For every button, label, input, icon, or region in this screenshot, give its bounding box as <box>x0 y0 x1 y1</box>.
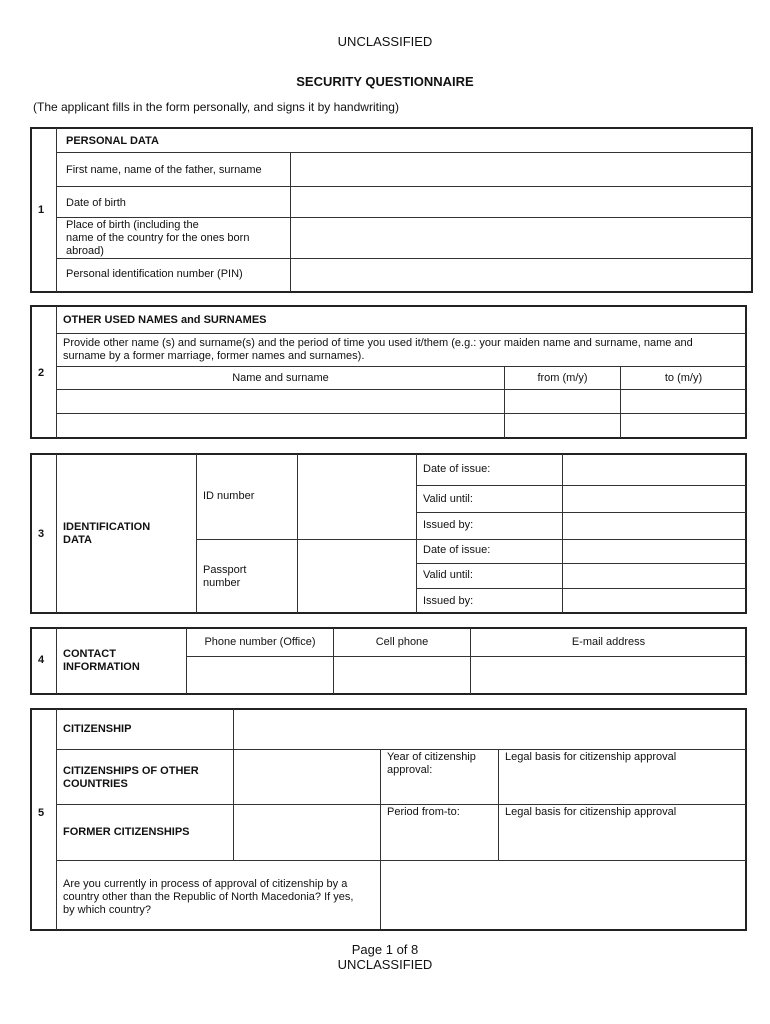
cell-phone-input[interactable] <box>335 658 469 693</box>
page-title: SECURITY QUESTIONNAIRE <box>296 74 474 89</box>
question-line-2: country other than the Republic of North Macedonia? If yes, <box>63 891 354 903</box>
section-heading: DATA <box>63 534 92 546</box>
field-label-passport: Passport <box>203 564 247 576</box>
legal-basis-former-input[interactable] <box>500 820 746 859</box>
other-citizenships-input[interactable] <box>235 751 379 803</box>
email-input[interactable] <box>472 658 746 693</box>
classification-header: UNCLASSIFIED <box>337 34 433 49</box>
instruction-line-2: surname by a former marriage, former names and surnames). <box>63 350 365 362</box>
question-line-3: by which country? <box>63 904 152 916</box>
field-label-place-of-birth-1: Place of birth (including the <box>66 219 199 231</box>
passport-number-input[interactable] <box>299 541 415 612</box>
field-label-date-of-birth: Date of birth <box>66 197 126 209</box>
column-header-cell-phone: Cell phone <box>375 636 429 648</box>
place-of-birth-input[interactable] <box>292 219 752 257</box>
full-name-input[interactable] <box>292 154 752 185</box>
other-name-to-input[interactable] <box>622 391 745 412</box>
passport-date-of-issue-input[interactable] <box>564 541 746 562</box>
section-number: 2 <box>38 367 45 379</box>
field-label-id-number: ID number <box>203 490 255 502</box>
section-number: 3 <box>38 528 45 540</box>
date-of-birth-input[interactable] <box>292 188 752 216</box>
other-name-from-input[interactable] <box>506 415 619 437</box>
column-header-email: E-mail address <box>571 636 646 648</box>
citizenship-process-input[interactable] <box>382 862 746 929</box>
other-name-from-input[interactable] <box>506 391 619 412</box>
field-label-former-citizenships: FORMER CITIZENSHIPS <box>63 826 190 838</box>
pin-input[interactable] <box>292 260 752 291</box>
field-label-year-approval: Year of citizenship <box>387 751 476 763</box>
field-label-valid-until: Valid until: <box>423 493 473 505</box>
field-label-legal-basis: Legal basis for citizenship approval <box>505 806 677 818</box>
id-date-of-issue-input[interactable] <box>564 456 746 484</box>
id-issued-by-input[interactable] <box>564 514 746 538</box>
section-heading: CONTACT <box>63 648 116 660</box>
section-heading: OTHER USED NAMES and SURNAMES <box>63 314 267 326</box>
field-label-other-citizenships: COUNTRIES <box>63 778 128 790</box>
field-label-place-of-birth-2: name of the country for the ones born <box>66 232 250 244</box>
section-number: 5 <box>38 807 45 819</box>
field-label-date-of-issue: Date of issue: <box>423 544 491 556</box>
field-label-period: Period from-to: <box>387 806 460 818</box>
classification-footer: UNCLASSIFIED <box>337 957 433 972</box>
legal-basis-input[interactable] <box>500 766 746 803</box>
field-label-issued-by: Issued by: <box>423 519 474 531</box>
former-citizenships-input[interactable] <box>235 806 379 859</box>
field-label-full-name: First name, name of the father, surname <box>66 164 262 176</box>
office-phone-input[interactable] <box>188 658 332 693</box>
column-header-name: Name and surname <box>232 372 329 384</box>
field-label-legal-basis: Legal basis for citizenship approval <box>505 751 677 763</box>
field-label-citizenship: CITIZENSHIP <box>63 723 132 735</box>
other-name-input[interactable] <box>58 391 503 412</box>
field-label-passport: number <box>203 577 241 589</box>
section-number: 1 <box>38 204 45 216</box>
field-label-pin: Personal identification number (PIN) <box>66 268 243 280</box>
column-header-to: to (m/y) <box>664 372 703 384</box>
section-heading: PERSONAL DATA <box>66 135 159 147</box>
period-input[interactable] <box>382 820 497 859</box>
id-number-input[interactable] <box>299 456 415 538</box>
section-heading: IDENTIFICATION <box>63 521 151 533</box>
passport-valid-until-input[interactable] <box>564 565 746 587</box>
section-heading: INFORMATION <box>63 661 140 673</box>
column-header-from: from (m/y) <box>537 372 588 384</box>
year-approval-input[interactable] <box>382 777 497 803</box>
field-label-other-citizenships: CITIZENSHIPS OF OTHER <box>63 765 199 777</box>
column-header-office-phone: Phone number (Office) <box>204 636 316 648</box>
field-label-year-approval: approval: <box>387 764 433 776</box>
question-line-1: Are you currently in process of approval of citizenship by a <box>63 878 348 890</box>
field-label-issued-by: Issued by: <box>423 595 474 607</box>
field-label-place-of-birth-3: abroad) <box>66 245 104 257</box>
field-label-date-of-issue: Date of issue: <box>423 463 491 475</box>
citizenship-input[interactable] <box>235 711 746 748</box>
instruction-line-1: Provide other name (s) and surname(s) and the period of time you used it/them (e.g.: your maiden name and surname, name and <box>63 337 693 349</box>
other-name-to-input[interactable] <box>622 415 745 437</box>
passport-issued-by-input[interactable] <box>564 590 746 612</box>
id-valid-until-input[interactable] <box>564 487 746 511</box>
section-number: 4 <box>38 654 45 666</box>
other-name-input[interactable] <box>58 415 503 437</box>
page-number: Page 1 of 8 <box>351 942 419 957</box>
form-subtitle: (The applicant fills in the form personally, and signs it by handwriting) <box>33 100 399 114</box>
field-label-valid-until: Valid until: <box>423 569 473 581</box>
